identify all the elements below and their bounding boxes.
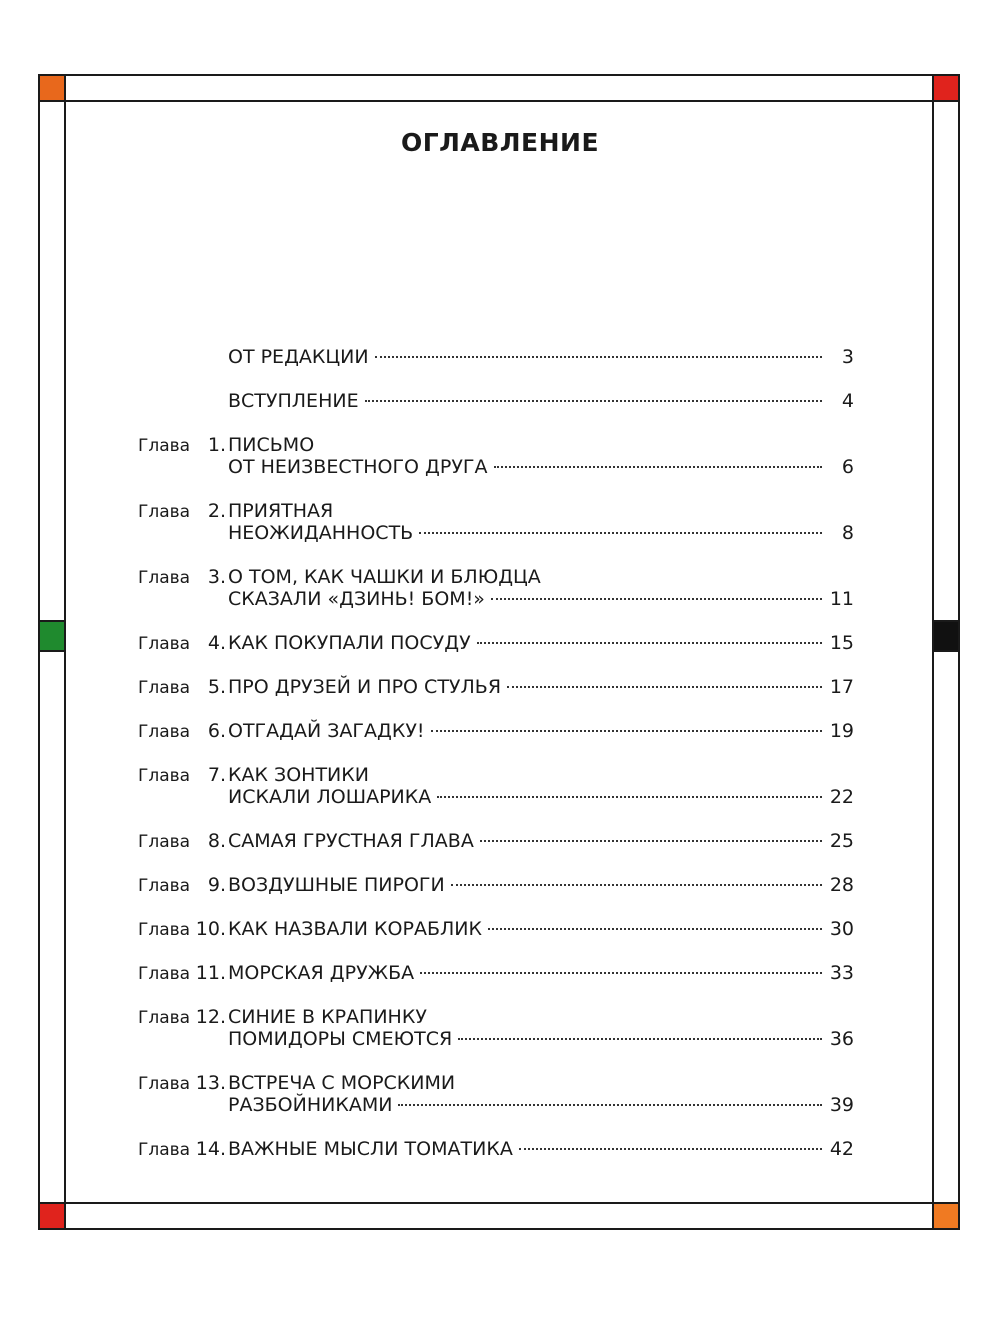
dot-leader [365,400,822,402]
page-number: 8 [841,522,854,544]
dot-leader [437,796,822,798]
chapter-label: Глава [138,722,191,742]
dot-leader [507,686,822,688]
page-title: ОГЛАВЛЕНИЕ [400,128,600,157]
entry-title-line: КАК ПОКУПАЛИ ПОСУДУ [228,632,471,654]
entry-title-line: ПРО ДРУЗЕЙ И ПРО СТУЛЬЯ [228,676,502,698]
toc-entry [138,830,854,852]
page-number: 4 [841,390,854,412]
chapter-num: 11. [195,962,226,984]
page-number: 22 [829,786,854,808]
entry-title-line: КАК ЗОНТИКИ [228,764,369,786]
dot-leader [375,356,822,358]
page-number: 33 [829,962,854,984]
chapter-num: 7. [207,764,226,786]
chapter-label: Глава [138,678,191,698]
chapter-num: 6. [207,720,226,742]
entry-title-line: СИНИЕ В КРАПИНКУ [228,1006,427,1028]
entry-title-line: ОТГАДАЙ ЗАГАДКУ! [228,720,425,742]
entry-title-line: ВОЗДУШНЫЕ ПИРОГИ [228,874,445,896]
page-number: 3 [841,346,854,368]
page-number: 30 [829,918,854,940]
toc-entry [138,566,854,610]
chapter-label: Глава [138,568,191,588]
page-number: 15 [829,632,854,654]
dot-leader [480,840,822,842]
corner-top-right [932,74,960,102]
chapter-number [138,962,228,985]
dot-leader [420,972,822,974]
frame-right [932,74,960,1230]
chapter-label: Глава [138,766,191,786]
chapter-label: Глава [138,502,191,522]
chapter-label: Глава [138,964,191,984]
dot-leader [519,1148,822,1150]
chapter-num: 3. [207,566,226,588]
toc-entry [138,918,854,940]
entry-title-line: РАЗБОЙНИКАМИ [228,1094,393,1116]
chapter-number [138,1138,228,1161]
chapter-label: Глава [138,876,191,896]
toc-entry [138,346,854,368]
entry-title-line: КАК НАЗВАЛИ КОРАБЛИК [228,918,482,940]
chapter-label: Глава [138,1008,191,1028]
dot-leader [491,598,822,600]
page-number: 17 [829,676,854,698]
page-number: 36 [829,1028,854,1050]
corner-bottom-left [38,1202,66,1230]
dot-leader [477,642,822,644]
chapter-num: 14. [195,1138,226,1160]
dot-leader [488,928,822,930]
chapter-num: 5. [207,676,226,698]
frame-left [38,74,66,1230]
entry-title-line: ИСКАЛИ ЛОШАРИКА [228,786,432,808]
toc-entry [138,1138,854,1160]
toc-entry [138,632,854,654]
chapter-label: Глава [138,1140,191,1160]
toc-entry [138,500,854,544]
entry-title-line: ВСТРЕЧА С МОРСКИМИ [228,1072,456,1094]
chapter-number [138,720,228,743]
corner-top-left [38,74,66,102]
chapter-number [138,764,228,787]
toc-entry [138,1072,854,1116]
toc-entry [138,962,854,984]
chapter-number [138,1072,228,1095]
page-number: 42 [829,1138,854,1160]
toc-entry [138,676,854,698]
entry-title-line: О ТОМ, КАК ЧАШКИ И БЛЮДЦА [228,566,541,588]
toc-entry [138,874,854,896]
chapter-num: 1. [207,434,226,456]
page-number: 19 [829,720,854,742]
table-of-contents [138,346,854,1182]
entry-title-line: САМАЯ ГРУСТНАЯ ГЛАВА [228,830,474,852]
chapter-num: 9. [207,874,226,896]
entry-title-line: ОТ РЕДАКЦИИ [228,346,369,368]
corner-bottom-right [932,1202,960,1230]
entry-title-line: МОРСКАЯ ДРУЖБА [228,962,415,984]
chapter-label: Глава [138,920,191,940]
frame-mark-right [932,620,960,652]
page-number: 39 [829,1094,854,1116]
chapter-label: Глава [138,832,191,852]
entry-title-line: ПИСЬМО [228,434,315,456]
page-number: 11 [829,588,854,610]
entry-title-line: СКАЗАЛИ «ДЗИНЬ! БОМ!» [228,588,485,610]
chapter-num: 13. [195,1072,226,1094]
entry-title-line: ВСТУПЛЕНИЕ [228,390,359,412]
page-number: 28 [829,874,854,896]
chapter-number [138,632,228,655]
chapter-num: 12. [195,1006,226,1028]
dot-leader [398,1104,822,1106]
frame-top [38,74,960,102]
chapter-label: Глава [138,436,191,456]
toc-entry [138,764,854,808]
dot-leader [431,730,822,732]
entry-title-line: ПОМИДОРЫ СМЕЮТСЯ [228,1028,453,1050]
dot-leader [494,466,823,468]
entry-title-line: НЕОЖИДАННОСТЬ [228,522,414,544]
chapter-number [138,566,228,589]
toc-entry [138,1006,854,1050]
frame-mark-left [38,620,66,652]
chapter-num: 8. [207,830,226,852]
entry-title-line: ПРИЯТНАЯ [228,500,334,522]
chapter-label: Глава [138,1074,191,1094]
entry-title-line: ВАЖНЫЕ МЫСЛИ ТОМАТИКА [228,1138,513,1160]
chapter-number [138,830,228,853]
toc-entry [138,390,854,412]
chapter-number [138,874,228,897]
toc-entry [138,434,854,478]
toc-entry [138,720,854,742]
chapter-number [138,434,228,457]
page-number: 6 [841,456,854,478]
chapter-num: 2. [207,500,226,522]
chapter-number [138,1006,228,1029]
chapter-number [138,676,228,699]
dot-leader [419,532,822,534]
frame-bottom [38,1202,960,1230]
dot-leader [458,1038,822,1040]
dot-leader [451,884,822,886]
chapter-num: 10. [195,918,226,940]
chapter-num: 4. [207,632,226,654]
chapter-label: Глава [138,634,191,654]
chapter-number [138,918,228,941]
chapter-number [138,500,228,523]
entry-title-line: ОТ НЕИЗВЕСТНОГО ДРУГА [228,456,488,478]
page-number: 25 [829,830,854,852]
